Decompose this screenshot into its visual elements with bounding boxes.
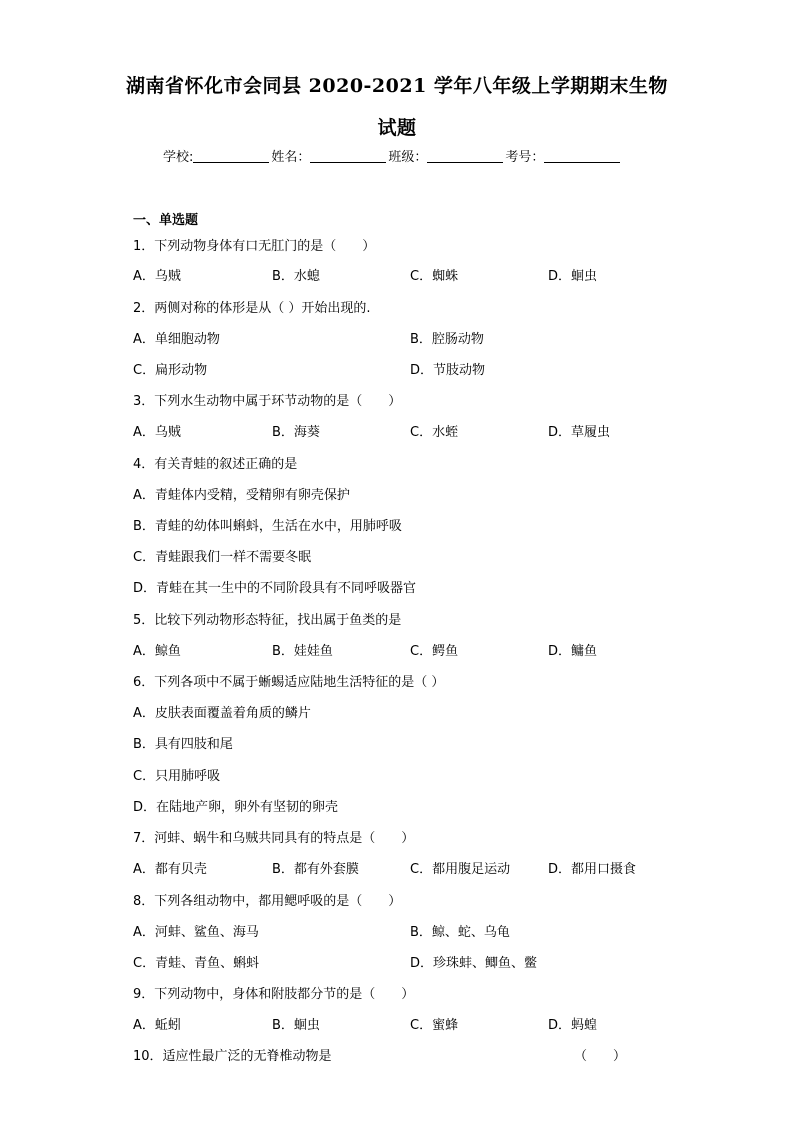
- exam-title-line-1: 湖南省怀化市会同县 2020-2021 学年八年级上学期期末生物: [126, 75, 668, 97]
- number-label: 考号：: [505, 150, 545, 165]
- q4-option-b: B．青蛙的幼体叫蝌蚪，生活在水中，用肺呼吸: [133, 519, 402, 534]
- q6-option-a: A．皮肤表面覆盖着角质的鳞片: [133, 706, 311, 721]
- q1-option-b: B．水螅: [272, 269, 320, 284]
- q6-option-d: D．在陆地产卵，卵外有坚韧的卵壳: [133, 800, 339, 815]
- q9-option-a: A．蚯蚓: [133, 1018, 181, 1033]
- question-5: 5．比较下列动物形态特征，找出属于鱼类的是: [133, 613, 402, 628]
- question-2: 2．两侧对称的体形是从（ ）开始出现的.: [133, 301, 371, 316]
- q3-option-b: B．海葵: [272, 425, 320, 440]
- q8-option-d: D．珍珠蚌、鲫鱼、鳖: [410, 956, 538, 971]
- q2-option-b: B．腔肠动物: [410, 332, 484, 347]
- q5-option-a: A．鲸鱼: [133, 644, 181, 659]
- q6-option-b: B．具有四肢和尾: [133, 737, 233, 752]
- q2-option-a: A．单细胞动物: [133, 332, 220, 347]
- q4-option-a: A．青蛙体内受精，受精卵有卵壳保护: [133, 488, 350, 503]
- q1-option-a: A．乌贼: [133, 269, 181, 284]
- question-7: 7．河蚌、蜗牛和乌贼共同具有的特点是（ ）: [133, 831, 415, 846]
- q5-option-b: B．娃娃鱼: [272, 644, 333, 659]
- question-6: 6．下列各项中不属于蜥蜴适应陆地生活特征的是（ ）: [133, 675, 445, 690]
- q8-option-b: B．鲸、蛇、乌龟: [410, 925, 510, 940]
- q8-option-c: C．青蛙、青鱼、蝌蚪: [133, 956, 260, 971]
- question-10-answer-paren: （ ）: [574, 1049, 627, 1064]
- question-4: 4．有关青蛙的叙述正确的是: [133, 457, 298, 472]
- school-blank[interactable]: [193, 148, 269, 163]
- number-blank[interactable]: [544, 148, 620, 163]
- q3-option-d: D．草履虫: [548, 425, 611, 440]
- q7-option-c: C．都用腹足运动: [410, 862, 511, 877]
- q9-option-d: D．蚂蝗: [548, 1018, 598, 1033]
- question-3: 3．下列水生动物中属于环节动物的是（ ）: [133, 394, 402, 409]
- q3-option-c: C．水蛭: [410, 425, 459, 440]
- q1-option-c: C．蜘蛛: [410, 269, 459, 284]
- q3-option-a: A．乌贼: [133, 425, 181, 440]
- question-1: 1．下列动物身体有口无肛门的是（ ）: [133, 239, 376, 254]
- exam-title-line-2: 试题: [377, 117, 417, 139]
- name-label: 姓名：: [271, 150, 311, 165]
- question-8: 8．下列各组动物中，都用鳃呼吸的是（ ）: [133, 894, 402, 909]
- q9-option-c: C．蜜蜂: [410, 1018, 459, 1033]
- q4-option-c: C．青蛙跟我们一样不需要冬眠: [133, 550, 312, 565]
- q6-option-c: C．只用肺呼吸: [133, 769, 221, 784]
- q2-option-d: D．节肢动物: [410, 363, 486, 378]
- name-blank[interactable]: [310, 148, 386, 163]
- q2-option-c: C．扁形动物: [133, 363, 208, 378]
- q1-option-d: D．蛔虫: [548, 269, 598, 284]
- q7-option-a: A．都有贝壳: [133, 862, 207, 877]
- class-blank[interactable]: [427, 148, 503, 163]
- q8-option-a: A．河蚌、鲨鱼、海马: [133, 925, 259, 940]
- school-label: 学校:: [163, 150, 194, 165]
- question-10: 10．适应性最广泛的无脊椎动物是: [133, 1049, 332, 1064]
- section-heading: 一、单选题: [133, 213, 199, 228]
- class-label: 班级：: [388, 150, 428, 165]
- q7-option-b: B．都有外套膜: [272, 862, 359, 877]
- q7-option-d: D．都用口摄食: [548, 862, 637, 877]
- q5-option-d: D．鳙鱼: [548, 644, 598, 659]
- q9-option-b: B．蛔虫: [272, 1018, 320, 1033]
- student-info-row: [163, 146, 622, 165]
- q5-option-c: C．鳄鱼: [410, 644, 459, 659]
- question-9: 9．下列动物中，身体和附肢都分节的是（ ）: [133, 987, 415, 1002]
- q4-option-d: D．青蛙在其一生中的不同阶段具有不同呼吸器官: [133, 581, 417, 596]
